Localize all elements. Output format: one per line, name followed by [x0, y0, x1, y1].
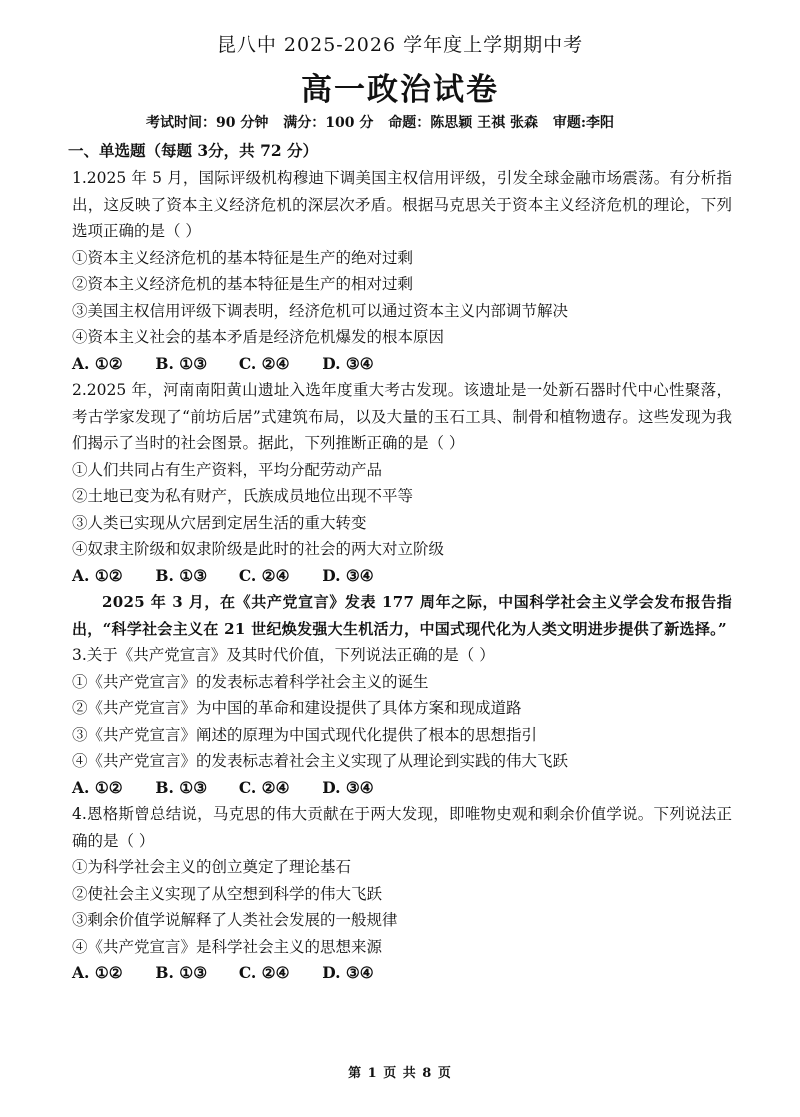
choice-b: B. ①③ [155, 963, 208, 982]
option-item: ③《共产党宣言》阐述的原理为中国式现代化提供了根本的思想指引 [72, 725, 538, 744]
choice-b: B. ①③ [155, 353, 208, 373]
answer-choices [72, 960, 732, 987]
option-item: ③人类已实现从穴居到定居生活的重大转变 [72, 513, 367, 532]
exam-time: 考试时间：90 分钟 [146, 115, 269, 131]
option-item: ②《共产党宣言》为中国的革命和建设提供了具体方案和现成道路 [72, 699, 522, 717]
question-stem: 2.2025 年，河南南阳黄山遗址入选年度重大考古发现。该遗址是一处新石器时代中心性聚落，考古学家发现了“前坊后居”式建筑布局，以及大量的玉石工具、制骨和植物遗存。这些发现为我们揭示了当时的社会图景。据此，下列推断正确的是（ ） [72, 381, 732, 452]
exam-reviewer: 审题:李阳 [552, 115, 615, 131]
question-stem: 1.2025 年 5 月，国际评级机构穆迪下调美国主权信用评级，引发全球金融市场震荡。有分析指出，这反映了资本主义经济危机的深层次矛盾。根据马克思关于资本主义经济危机的理论，下列选项正确的是（ ） [72, 169, 732, 240]
option-item: ①为科学社会主义的创立奠定了理论基石 [72, 858, 352, 876]
choice-a: A. ①② [72, 777, 123, 797]
choice-a: A. ①② [72, 963, 123, 982]
choice-d: D. ③④ [322, 777, 374, 797]
choice-c: C. ②④ [238, 565, 290, 585]
answer-choices [72, 351, 732, 378]
option-item: ②土地已变为私有财产，氏族成员地位出现不平等 [72, 487, 414, 505]
choice-b: B. ①③ [155, 777, 208, 797]
choice-d: D. ③④ [322, 353, 374, 373]
option-item: ②使社会主义实现了从空想到科学的伟大飞跃 [72, 884, 383, 903]
exam-meta [146, 112, 766, 132]
section-title: 一、单选题（每题 3分，共 72 分） [68, 141, 319, 160]
choice-c: C. ②④ [238, 963, 290, 982]
question-1 [72, 165, 732, 377]
choice-a: A. ①② [72, 353, 123, 373]
question-2 [72, 377, 732, 589]
page-number: 第 1 页 共 8 页 [348, 1066, 452, 1081]
choice-c: C. ②④ [238, 353, 290, 373]
option-item: ④《共产党宣言》是科学社会主义的思想来源 [72, 937, 383, 956]
answer-choices [72, 563, 732, 590]
exam-authors: 命题：陈思颖 王祺 张森 [388, 115, 538, 131]
question-content [68, 138, 732, 987]
exam-score: 满分：100 分 [283, 115, 374, 131]
exam-title: 高一政治试卷 [301, 72, 499, 108]
option-item: ④资本主义社会的基本矛盾是经济危机爆发的根本原因 [72, 328, 445, 346]
choice-b: B. ①③ [155, 565, 208, 585]
choice-a: A. ①② [72, 565, 123, 585]
choice-d: D. ③④ [322, 963, 374, 982]
question-stem: 4.恩格斯曾总结说，马克思的伟大贡献在于两大发现，即唯物史观和剩余价值学说。下列说法正确的是（ ） [72, 805, 732, 850]
choice-c: C. ②④ [238, 777, 290, 797]
school-exam-line: 昆八中 2025-2026 学年度上学期期中考 [216, 34, 584, 56]
question-stem: 3.关于《共产党宣言》及其时代价值，下列说法正确的是（ ） [72, 646, 495, 664]
option-item: ④《共产党宣言》的发表标志着社会主义实现了从理论到实践的伟大飞跃 [72, 752, 569, 770]
choice-d: D. ③④ [322, 565, 374, 585]
option-item: ②资本主义经济危机的基本特征是生产的相对过剩 [72, 275, 414, 293]
option-item: ③剩余价值学说解释了人类社会发展的一般规律 [72, 911, 398, 929]
option-item: ①人们共同占有生产资料，平均分配劳动产品 [72, 460, 383, 479]
question-3 [72, 589, 732, 801]
question-4 [72, 801, 732, 987]
option-item: ①资本主义经济危机的基本特征是生产的绝对过剩 [72, 248, 414, 267]
option-item: ③美国主权信用评级下调表明，经济危机可以通过资本主义内部调节解决 [72, 301, 569, 320]
option-item: ①《共产党宣言》的发表标志着科学社会主义的诞生 [72, 672, 429, 691]
answer-choices [72, 775, 732, 802]
option-item: ④奴隶主阶级和奴隶阶级是此时的社会的两大对立阶级 [72, 540, 445, 558]
reading-material: 2025 年 3 月，在《共产党宣言》发表 177 周年之际，中国科学社会主义学会发布报告指出，“科学社会主义在 21 世纪焕发强大生机活力，中国式现代化为人类文明进步提供了新选择。” [72, 593, 732, 638]
